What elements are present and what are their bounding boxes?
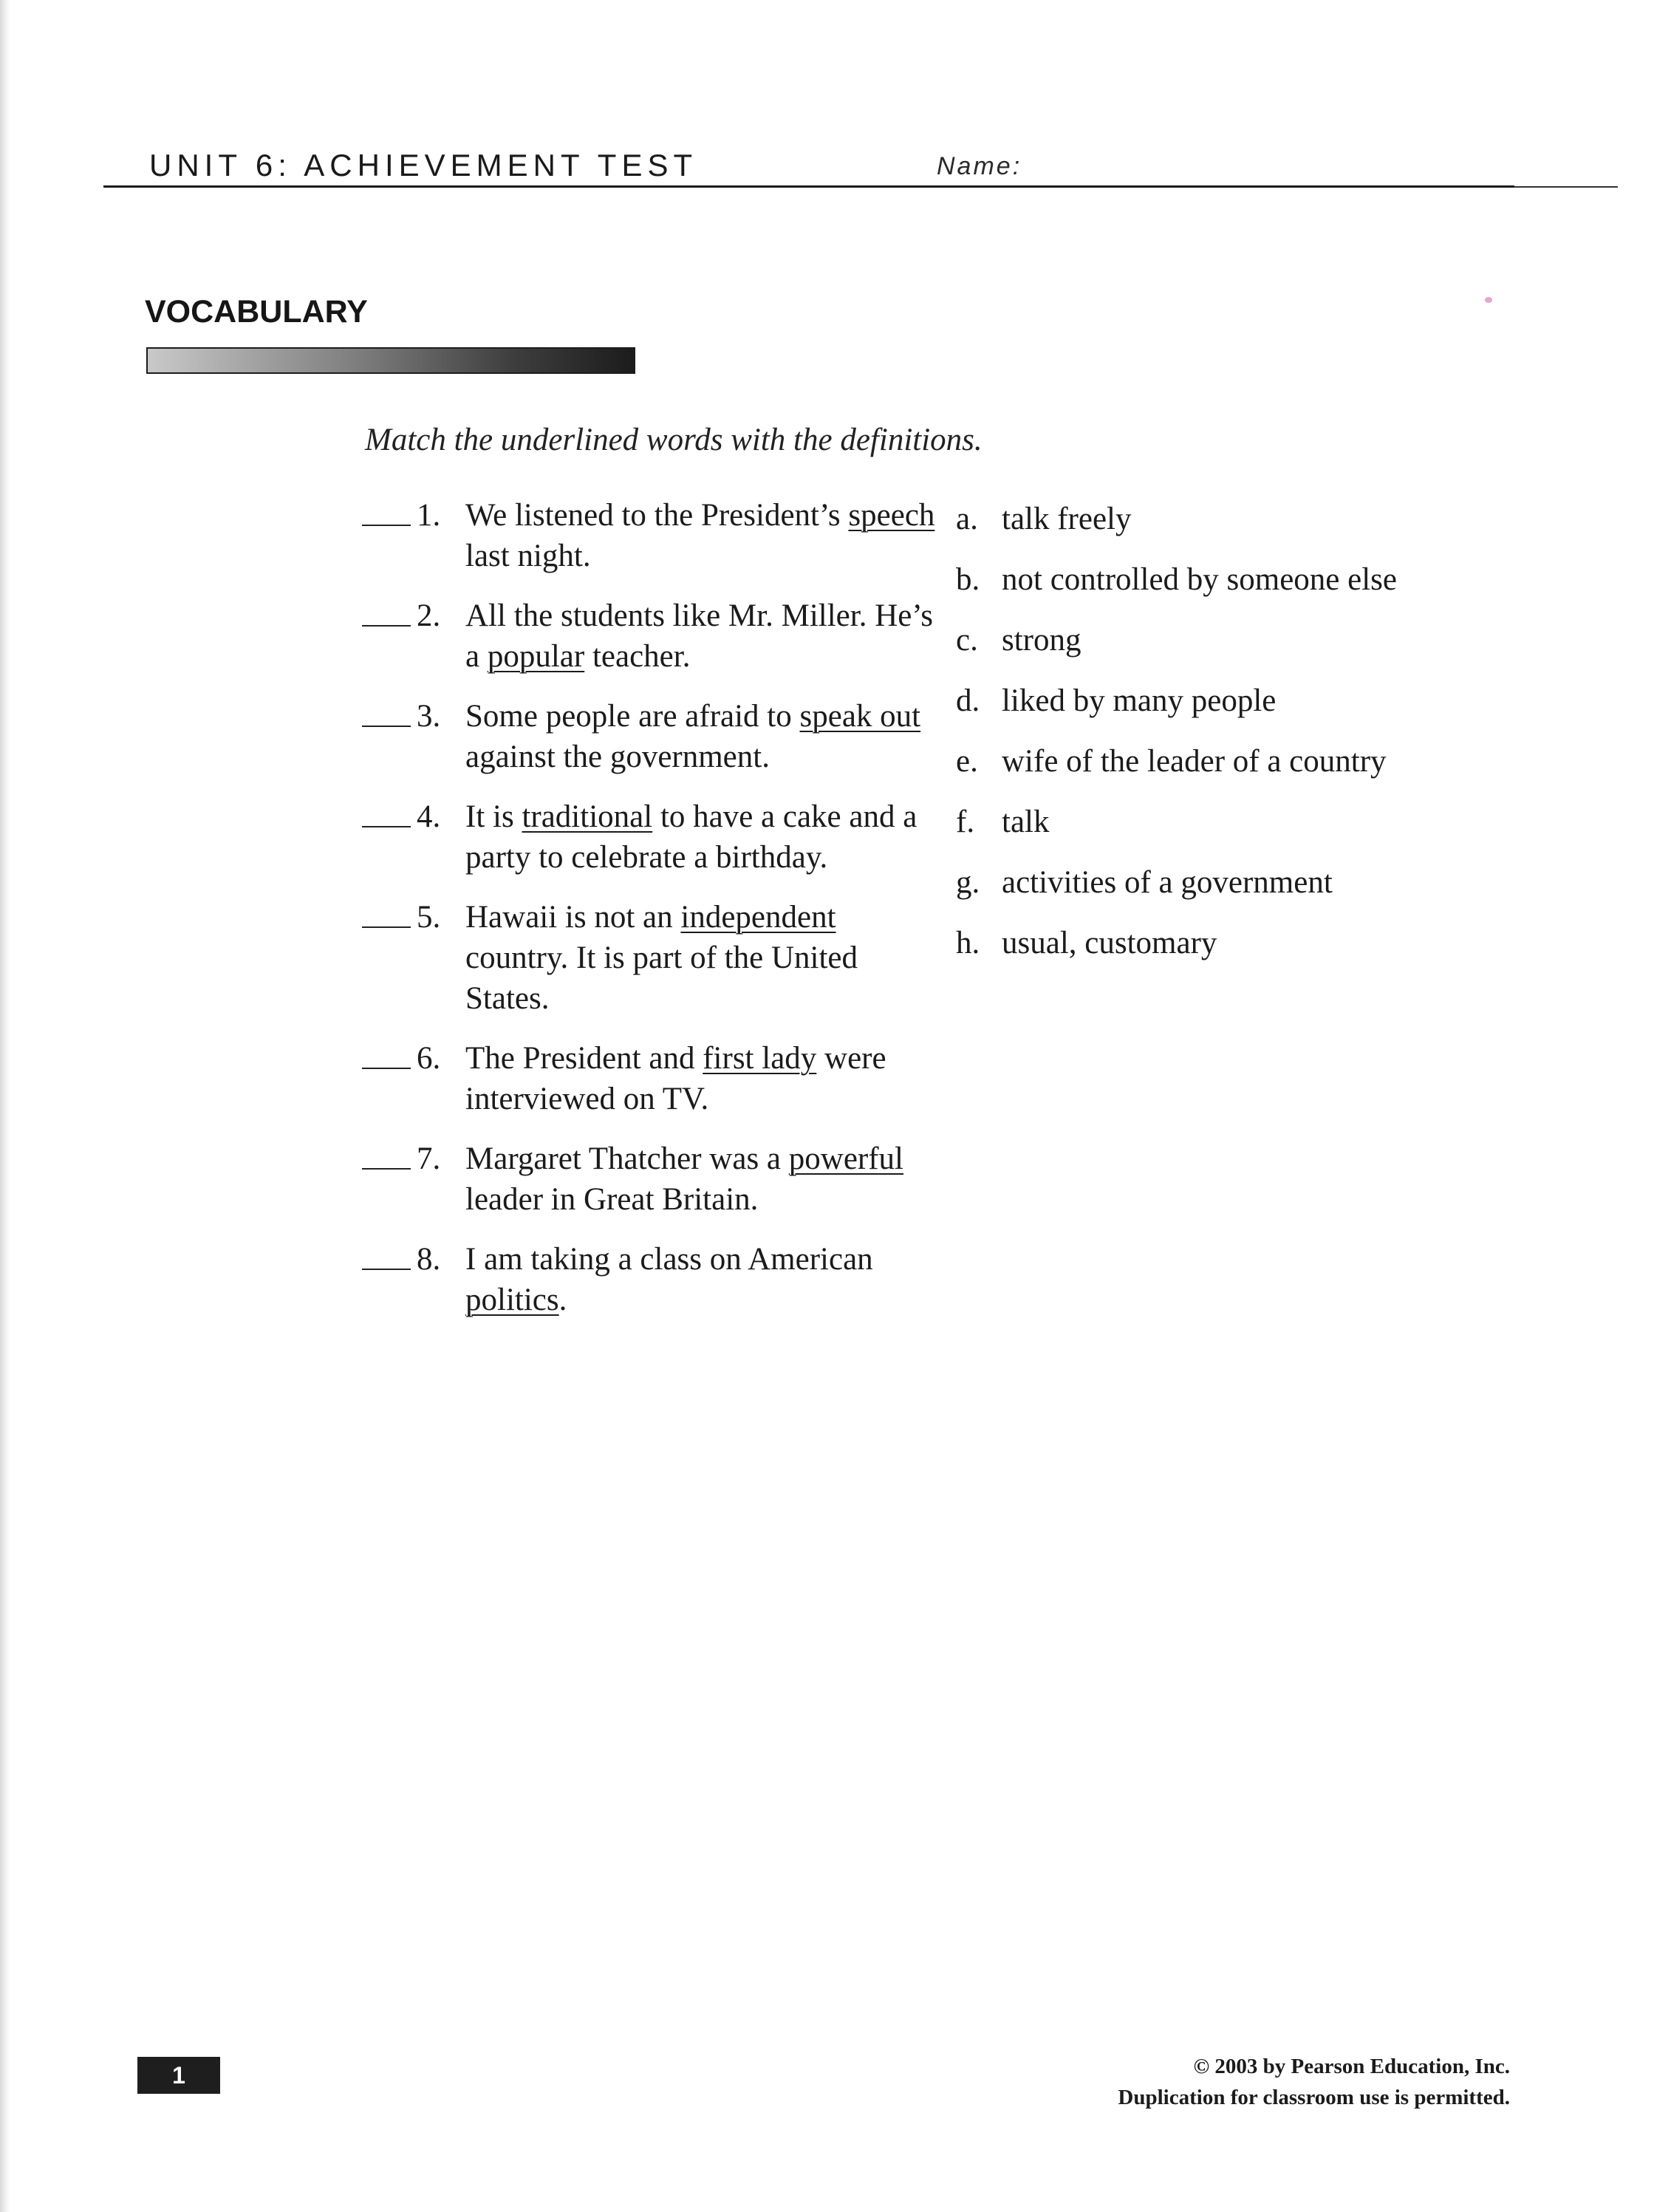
- definition-item-e: [956, 741, 1517, 782]
- question-list: [362, 495, 938, 1339]
- question-text: We listened to the President’s speech last night.: [465, 498, 935, 573]
- question-item-4: [362, 796, 938, 878]
- definition-item-h: [956, 923, 1517, 963]
- definition-letter: h.: [956, 926, 980, 960]
- definition-letter: d.: [956, 683, 980, 718]
- definition-item-d: [956, 680, 1517, 721]
- question-number: 8.: [417, 1242, 441, 1277]
- underlined-term: first lady: [703, 1041, 817, 1076]
- copyright-line: © 2003 by Pearson Education, Inc.: [1193, 2055, 1510, 2078]
- underlined-term: popular: [487, 639, 585, 674]
- question-item-6: [362, 1038, 938, 1119]
- section-title: VOCABULARY: [145, 294, 368, 330]
- underlined-term: traditional: [522, 799, 653, 834]
- answer-blank-6[interactable]: [362, 1038, 411, 1069]
- definition-text: talk: [1002, 805, 1050, 839]
- question-text: Margaret Thatcher was a powerful leader in Great Britain.: [465, 1141, 904, 1217]
- underlined-term: powerful: [788, 1141, 904, 1176]
- definition-text: usual, customary: [1002, 926, 1217, 960]
- question-text: I am taking a class on American politics.: [465, 1242, 873, 1317]
- answer-blank-2[interactable]: [362, 595, 411, 627]
- unit-title: UNIT 6: ACHIEVEMENT TEST: [149, 148, 698, 182]
- definition-text: wife of the leader of a country: [1002, 744, 1387, 779]
- definition-text: liked by many people: [1002, 683, 1277, 718]
- section-divider-bar: [146, 347, 635, 374]
- definition-letter: f.: [956, 805, 975, 839]
- page-number: 1: [137, 2057, 220, 2094]
- answer-blank-8[interactable]: [362, 1239, 411, 1270]
- question-number: 1.: [417, 498, 441, 533]
- underlined-term: politics: [465, 1283, 559, 1317]
- definition-item-f: [956, 802, 1517, 842]
- question-number: 7.: [417, 1141, 441, 1176]
- question-item-1: [362, 495, 938, 576]
- definition-item-c: [956, 620, 1517, 660]
- definition-list: [956, 499, 1517, 983]
- underlined-term: speech: [848, 498, 935, 533]
- question-number: 3.: [417, 699, 441, 734]
- question-number: 6.: [417, 1041, 441, 1076]
- answer-blank-5[interactable]: [362, 897, 411, 928]
- question-text: All the students like Mr. Miller. He’s a popular teacher.: [465, 598, 934, 674]
- answer-blank-3[interactable]: [362, 696, 411, 727]
- definition-letter: e.: [956, 744, 978, 779]
- question-text: Hawaii is not an independent country. It is part of the United States.: [465, 900, 858, 1016]
- question-text: Some people are afraid to speak out against the government.: [465, 699, 921, 774]
- definition-letter: a.: [956, 502, 978, 536]
- question-text: It is traditional to have a cake and a party to celebrate a birthday.: [465, 799, 917, 875]
- definition-letter: b.: [956, 562, 980, 597]
- definition-item-g: [956, 862, 1517, 903]
- page-header: [103, 145, 1514, 189]
- definition-text: talk freely: [1002, 502, 1132, 536]
- underlined-term: independent: [680, 900, 836, 935]
- definition-letter: c.: [956, 623, 978, 658]
- definition-item-b: [956, 559, 1517, 600]
- definition-item-a: [956, 499, 1517, 539]
- question-item-2: [362, 595, 938, 677]
- question-item-3: [362, 696, 938, 777]
- definition-text: strong: [1002, 623, 1081, 658]
- duplication-notice: Duplication for classroom use is permitted.: [1118, 2086, 1510, 2109]
- question-number: 4.: [417, 799, 441, 834]
- answer-blank-4[interactable]: [362, 796, 411, 827]
- question-text: The President and first lady were interviewed on TV.: [465, 1041, 886, 1116]
- question-number: 5.: [417, 900, 441, 935]
- name-label: Name:: [937, 152, 1022, 180]
- question-item-7: [362, 1139, 938, 1220]
- answer-blank-1[interactable]: [362, 495, 411, 526]
- answer-blank-7[interactable]: [362, 1139, 411, 1170]
- definition-text: activities of a government: [1002, 865, 1333, 900]
- question-number: 2.: [417, 598, 441, 633]
- definition-text: not controlled by someone else: [1002, 562, 1397, 597]
- question-item-8: [362, 1239, 938, 1320]
- ink-spot: [1485, 297, 1492, 303]
- question-item-5: [362, 897, 938, 1019]
- copyright-notice: [1118, 2051, 1510, 2113]
- definition-letter: g.: [956, 865, 980, 900]
- page-edge-shadow: [0, 0, 10, 2212]
- header-rule: [103, 185, 1514, 188]
- instructions: Match the underlined words with the definitions.: [365, 423, 983, 457]
- underlined-term: speak out: [799, 699, 921, 734]
